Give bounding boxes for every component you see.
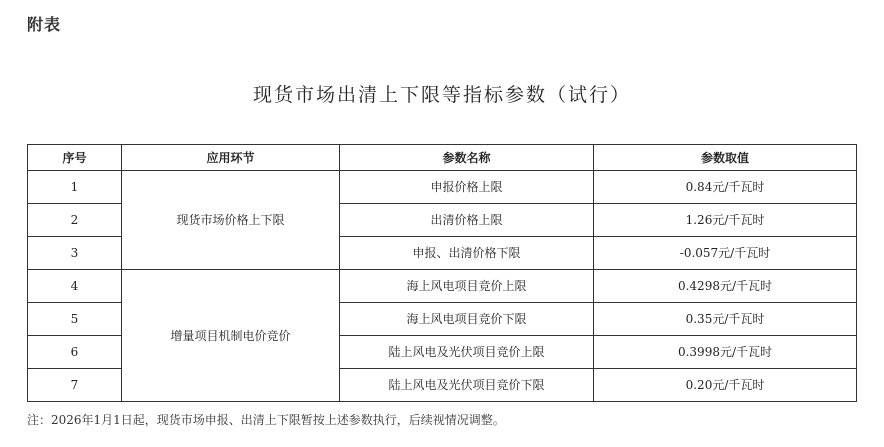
param-name-cell: 海上风电项目竞价上限 [340, 270, 594, 303]
attachment-label: 附表 [27, 15, 62, 34]
group-cell-incremental-bidding: 增量项目机制电价竞价 [122, 270, 340, 402]
param-name-cell: 申报、出清价格下限 [340, 237, 594, 270]
row-index: 1 [28, 171, 122, 204]
param-name-cell: 出清价格上限 [340, 204, 594, 237]
param-value-cell: 0.84元/千瓦时 [594, 171, 857, 204]
group-cell-spot-market: 现货市场价格上下限 [122, 171, 340, 270]
row-index: 2 [28, 204, 122, 237]
param-name-cell: 海上风电项目竞价下限 [340, 303, 594, 336]
table-header-row [28, 145, 857, 171]
param-value-cell: 1.26元/千瓦时 [594, 204, 857, 237]
row-index: 6 [28, 336, 122, 369]
param-value-cell: -0.057元/千瓦时 [594, 237, 857, 270]
param-name-cell: 申报价格上限 [340, 171, 594, 204]
table-row [28, 270, 857, 303]
param-value-cell: 0.3998元/千瓦时 [594, 336, 857, 369]
row-index: 4 [28, 270, 122, 303]
column-header-param-value: 参数取值 [594, 145, 857, 171]
param-value-cell: 0.35元/千瓦时 [594, 303, 857, 336]
param-name-cell: 陆上风电及光伏项目竞价上限 [340, 336, 594, 369]
row-index: 3 [28, 237, 122, 270]
row-index: 5 [28, 303, 122, 336]
param-value-cell: 0.4298元/千瓦时 [594, 270, 857, 303]
column-header-param-name: 参数名称 [340, 145, 594, 171]
parameter-table [27, 144, 857, 402]
footnote: 注：2026年1月1日起，现货市场申报、出清上下限暂按上述参数执行，后续视情况调整。 [27, 413, 505, 427]
column-header-stage: 应用环节 [122, 145, 340, 171]
document-title: 现货市场出清上下限等指标参数（试行） [252, 84, 631, 106]
column-header-index: 序号 [28, 145, 122, 171]
row-index: 7 [28, 369, 122, 402]
param-name-cell: 陆上风电及光伏项目竞价下限 [340, 369, 594, 402]
param-value-cell: 0.20元/千瓦时 [594, 369, 857, 402]
table-row [28, 171, 857, 204]
